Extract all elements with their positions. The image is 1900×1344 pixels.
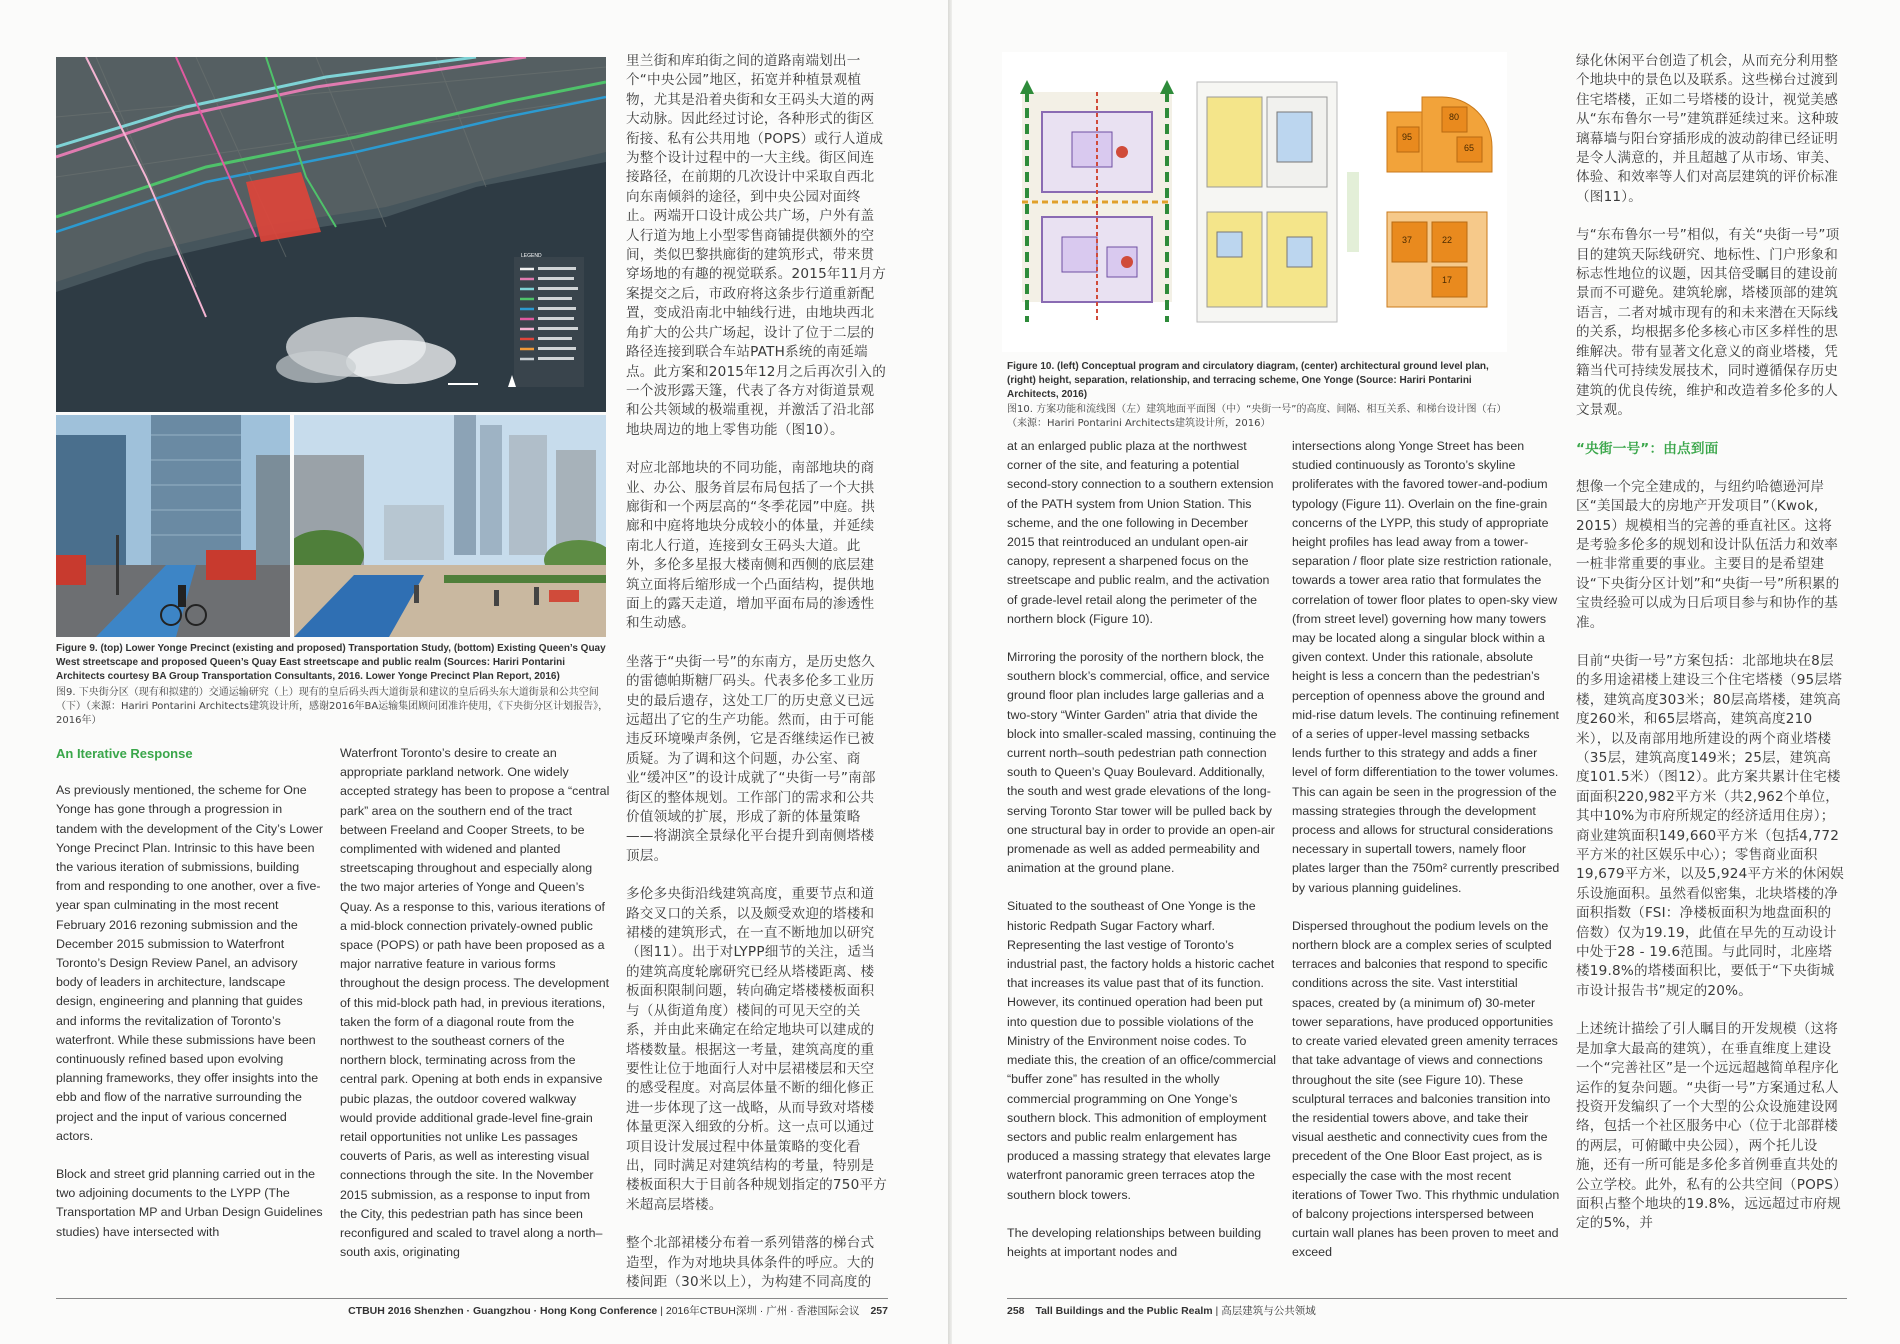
page-footer-left — [348, 1303, 888, 1318]
figure9-aerial-map — [56, 57, 606, 412]
paragraph-zh: 对应北部地块的不同功能，南部地块的商业、办公、服务首层布局包括了一个大拱廊街和一个两层高的“冬季花园”中庭。拱廊和中庭将地块分成较小的体量，并延续南北人行道，连接到女王码头大道。此外，多伦多星报大楼南侧和西侧的底层建筑立面将后缩形成一个凸面结构，提供地面上的露天走道，增加平面布局的渗透性和生动感。 — [626, 460, 875, 632]
tower-label: 37 — [1402, 235, 1413, 245]
paragraph: Block and street grid planning carried out in the two adjoining documents to the LYPP (The Transportation MP and Urban Design Guidelines studies) have intersected with — [56, 1167, 323, 1239]
paragraph: at an enlarged public plaza at the northwest corner of the site, and featuring a potential second-story connection to a southern extension of the PATH system from Union Station. This scheme, and the one following in December 2015 that reintroduced an undulant open-air canopy, represent a sharpened focus on the streetscape and public realm, and the activation of grade-level retail along the perimeter of the northern block (Figure 10). — [1007, 439, 1274, 626]
map-legend-title: LEGEND — [521, 253, 542, 259]
left-page — [0, 0, 948, 1344]
page-footer-right — [1007, 1303, 1316, 1318]
paragraph-zh: 绿化休闲平台创造了机会，从而充分利用整个地块中的景色以及联系。这些梯台过渡到住宅塔楼，正如二号塔楼的设计，视觉美感从“东布鲁尔一号”建筑群延续过来。这种玻璃幕墙与阳台穿插形成的波动韵律已经证明是令人满意的，并且超越了从市场、审美、体验、和效率等人们对高层建筑的评价标准（图11）。 — [1576, 53, 1839, 205]
figure9-caption-zh: 图9. 下央街分区（现有和拟建的）交通运输研究（上）现有的皇后码头西大道街景和建议的皇后码头东大道街景和公共空间（下）（来源：Hariri Pontarini Architects建筑设计所，感谢2016年BA运输集团顾问团准许使用，《下央街分区计划报告》，2016年） — [56, 687, 609, 726]
aerial-map-graphic — [56, 57, 606, 412]
footer-conference-zh: 2016年CTBUH深圳 · 广州 · 香港国际会议 — [665, 1305, 860, 1317]
tower-label: 95 — [1402, 132, 1413, 142]
paragraph: The developing relationships between building heights at important nodes and — [1007, 1225, 1262, 1259]
paragraph-zh: 想像一个完全建成的，与纽约哈德逊河岸区“美国最大的房地产开发项目”（Kwok, 2015）规模相当的完善的垂直社区。这将是考验多伦多的规划和设计队伍活力和效率一桩非常重要的事业。主要目的是希望建设“下央街分区计划”和“央街一号”所积累的宝贵经验可以成为日后项目参与和协作的基准。 — [1576, 478, 1840, 631]
right-page — [952, 0, 1900, 1344]
figure10-diagrams — [1002, 52, 1507, 352]
tower-label: 80 — [1449, 112, 1460, 122]
paragraph-zh: 多伦多央街沿线建筑高度，重要节点和道路交叉口的关系，以及颇受欢迎的塔楼和裙楼的建筑形式，在一直不断地加以研究（图11）。出于对LYPP细节的关注，适当的建筑高度轮廓研究已经从塔楼距离、楼板面积限制问题，转向确定塔楼楼板面积与（从街道角度）楼间的可见天空的关系，并由此来确定在给定地块可以建成的塔楼数量。根据这一考量，建筑高度的重要性让位于地面行人对中层裙楼层和天空的感受程度。对高层体量不断的细化修正进一步体现了这一战略，从而导致对塔楼体量更深入细致的分析。这一点可以通过项目设计发展过程中体量策略的变化看出，同时满足对建筑结构的考量，特别是楼板面积大于目前各种规划指定的750平方米超高层塔楼。 — [626, 886, 888, 1213]
tower-label: 22 — [1442, 235, 1453, 245]
paragraph-zh: 整个北部裙楼分布着一系列错落的梯台式造型，作为对地块具体条件的呼应。大的楼间距（30米以上），为构建不同高度的 — [626, 1235, 875, 1290]
tower-label: 65 — [1464, 143, 1475, 153]
figure9-caption — [56, 642, 610, 728]
section-heading-zh: “央街一号”：由点到面 — [1576, 441, 1719, 458]
footer-separator: | — [660, 1305, 666, 1317]
footer-separator: | — [1215, 1305, 1222, 1317]
proposed-rendering — [294, 415, 606, 637]
paragraph: Situated to the southeast of One Yonge is the historic Redpath Sugar Factory wharf. Representing the last vestige of Toronto’s industrial past, the factory holds a historic cachet that increases its value past that of its function. However, its continued operation had been put into question due to possible violations of the Ministry of the Environment noise codes. To mediate this, the creation of an office/commercial “buffer zone” has resulted in the wholly commercial programming on One Yonge’s southern block. This admonition of employment sectors and public realm enlargement has produced a massing strategy that elevates large waterfront panoramic green terraces atop the southern block towers. — [1007, 899, 1277, 1202]
paragraph-zh: 上述统计描绘了引人瞩目的开发规模（这将是加拿大最高的建筑），在垂直维度上建设一个“完善社区”是一个远远超越简单程序化运作的复杂问题。“央街一号”方案通过私人投资开发编织了一个大型的公众设施建设网络，包括一个社区服务中心（位于北部群楼的两层，可俯瞰中央公园），两个托儿设施，还有一所可能是多伦多首例垂直共处的公立学校。此外，私有的公共空间（POPS）面积占整个地块的19.8%，远远超过市府规定的5%，并 — [1576, 1021, 1841, 1232]
footer-title-zh: 高层建筑与公共领域 — [1221, 1305, 1316, 1317]
footer-title: Tall Buildings and the Public Realm — [1035, 1305, 1213, 1317]
paragraph: As previously mentioned, the scheme for One Yonge has gone through a progression in tandem with the development of the City’s Lower Yonge Precinct Plan. Intrinsic to this have been the various iteration of submissions, building from and responding to one another, over a five-year span culminating in the most recent February 2016 rezoning submission and the December 2015 submission to Waterfront Toronto’s Design Review Panel, an advisory body of leaders in architecture, landscape design, engineering and planning that guides and informs the revitalization of Toronto’s waterfront. While these submissions have been continuously refined based upon evolving planning frameworks, they offer insights into the ebb and flow of the narrative surrounding the project and the input of various concerned actors. — [56, 783, 324, 1143]
section-heading-iterative-response: An Iterative Response — [56, 746, 193, 761]
figure10-caption-zh: 图10. 方案功能和流线图（左）建筑地面平面图（中）“央街一号”的高度、间隔、相互关系、和梯台设计图（右）（来源：Hariri Pontarini Architects建筑设计所，2016） — [1007, 404, 1502, 429]
left-column-1 — [56, 744, 326, 1261]
footer-rule — [56, 1298, 888, 1299]
page-number: 257 — [870, 1305, 888, 1317]
paragraph-zh: 坐落于“央街一号”的东南方，是历史悠久的雷德帕斯糖厂码头。代表多伦多工业历史的最后遗存，这处工厂的历史意义已远远超出了它的生产功能。然而，由于可能违反环境噪声条例，它是否继续运作已被质疑。为了调和这个问题，办公室、商业“缓冲区”的设计成就了“央街一号”南部街区的整体规划。工作部门的需求和公共价值领域的扩展，形成了新的体量策略——将湖滨全景绿化平台提升到南侧塔楼顶层。 — [626, 653, 876, 864]
figure10-caption — [1007, 360, 1502, 431]
right-column-1 — [1007, 437, 1277, 1281]
right-column-2 — [1292, 437, 1562, 1282]
paragraph: Dispersed throughout the podium levels on the northern block are a complex series of sculpted terraces and balconies that respond to specific conditions across the site. Vast interstitial spaces, created by (a minimum of) 30-meter tower separations, have produced opportunities to create varied elevated green amenity terraces that take advantage of views and connections throughout the site (see Figure 10). These sculptural terraces and balconies transition into the residential towers above, and take their visual aesthetic and connectivity cues from the precedent of the One Bloor East project, as is especially the case with the most recent iterations of Tower Two. This rhythmic undulation of balcony projections interspersed between curtain wall planes has been proven to meet and exceed — [1292, 918, 1560, 1260]
figure10-caption-en: Figure 10. (left) Conceptual program and circulatory diagram, (center) architectural ground level plan, (right) height, separation, relationship, and terracing scheme, One Yonge (Source: Hariri Pontarini Architects, 2016) — [1007, 361, 1489, 400]
figure9-proposed-streetscape — [294, 415, 606, 637]
footer-rule — [1007, 1298, 1847, 1299]
paragraph-zh: 里兰街和库珀街之间的道路南端划出一个“中央公园”地区，拓宽并种植景观植物，尤其是沿着央街和女王码头大道的两大动脉。因此经过讨论，各种形式的街区衔接、私有公共用地（POPS）或行人道成为整个设计过程中的一大主线。街区间连接路径，在前期的几次设计中采取自西北向东南倾斜的途径，到中央公园对面终止。两端开口设计成公共广场，户外有盖人行道为地上小型零售商铺提供额外的空间，类似巴黎拱廊街的建筑形式，带来贯穿场地的有趣的视觉联系。2015年11月方案提交之后，市政府将这条步行道重新配置，变成沿南北中轴线行进，由地块西北角扩大的公共广场起，设计了位于二层的路径连接到联合车站PATH系统的南延端点。此方案和2015年12月之后再次引入的一个波形露天篷，代表了各方对街道景观和公共领域的极端重视，并激活了沿北部地块周边的地上零售功能（图10）。 — [626, 53, 886, 438]
paragraph-zh: 与“东布鲁尔一号”相似，有关“央街一号”项目的建筑天际线研究、地标性、门户形象和标志性地位的议题，因其倍受瞩目的建设前景而不可避免。建筑轮廓，塔楼顶部的建筑语言，二者对城市现有的和未来潜在天际线的关系，均根据多伦多核心市区多样性的思维解决。带有显著文化意义的商业塔楼，凭籍当代可持续发展技术，同时遵循保存历史建筑的优良传统，维护和改造着多伦多的人文景观。 — [1576, 227, 1840, 418]
figure10-graphic — [1002, 52, 1507, 352]
paragraph-zh: 目前“央街一号”方案包括：北部地块在8层的多用途裙楼上建设三个住宅塔楼（95层塔楼，建筑高度303米；80层高塔楼，建筑高度260米，和65层塔高，建筑高度210米），以及南部用地所建设的两个商业塔楼（35层，建筑高度149米；25层，建筑高度101.5米）（图12）。此方案共累计住宅楼面面积220,982平方米（共2,962个单位，其中10%为市府所规定的经济适用住房）；商业建筑面积149,660平方米（包括4,772平方米的社区娱乐中心）；零售商业面积19,679平方米，以及5,924平方米的休闲娱乐设施面积。虽然看似密集，北块塔楼的净面积指数（FSI：净楼板面积为地盘面积的倍数）仅为19.19，此值在早先的互动设计中处于28 - 19.6范围。与此同时，北座塔楼19.8%的塔楼面积比，要低于“下央街城市设计报告书”规定的20%。 — [1576, 652, 1844, 999]
paragraph: Mirroring the porosity of the northern block, the southern block’s commercial, office, and service ground floor plan includes large gallerias and a two-story “Winter Garden” atria that divide the block into smaller-scaled massing, continuing the current north–south pedestrian path connection south to Queen’s Quay Boulevard. Additionally, the south and west grade elevations of the long-serving Toronto Star tower will be pulled back by one structural bay in order to provide an open-air promenade as well as added permeability and animation at the ground plane. — [1007, 650, 1277, 876]
page-number: 258 — [1007, 1305, 1025, 1317]
left-column-2 — [340, 744, 610, 1281]
paragraph: Waterfront Toronto’s desire to create an appropriate parkland network. One widely accepted strategy has been to propose a “central park” area on the southern end of the tract between Freeland and Cooper Streets, to be complimented with widened and planted streetscaping throughout and especially along the two major arteries of Yonge and Queen’s Quay. As a response to this, various iterations of a mid-block connection privately-owned public space (POPS) or path have been proposed as a major narrative feature in various forms throughout the design process. The development of this mid-block path had, in previous iterations, taken the form of a diagonal route from the northwest to the southeast corners of the northern block, terminating across from the central park. Opening at both ends in expansive pubic plazas, the outdoor covered walkway would provide additional grade-level fine-grain retail opportunities not unlike Les passages couverts of Paris, as well as interesting visual connections through the site. In the November 2015 submission, as a response to input from the City, this pedestrian path has since been reconfigured and scaled to travel along a north–south axis, originating — [340, 746, 610, 1260]
figure9-caption-en: Figure 9. (top) Lower Yonge Precinct (existing and proposed) Transportation Study, (bottom) Existing Queen’s Quay West streetscape and proposed Queen’s Quay East streetscape and public realm (Sources: Hariri Pontarini Architects courtesy BA Group Transportation Consultants, 2016. Lower Yonge Precinct Plan Report, 2016) — [56, 643, 606, 682]
streetscape-photo — [56, 415, 290, 637]
paragraph: intersections along Yonge Street has been studied continuously as Toronto’s skyline proliferates with the favored tower-and-podium typology (Figure 11). Overlain on the fine-grain concerns of the LYPP, this study of appropriate height profiles has lead away from a tower-separation / floor plate size restriction rationale, towards a tower area ratio that formulates the correlation of tower floor plates to open-sky view (from street level) governing how many towers may be located along a singular block within a given context. Under this rationale, absolute height is less a concern than the pedestrian’s perception of openness above the ground and mid-rise datum levels. The continuing refinement of a series of upper-level massing setbacks lends further to this strategy and adds a finer level of form differentiation to the tower volumes. This can again be seen in the progression of the massing strategies through the development process and allows for structural considerations necessary in supertall towers, namely floor plates larger than the 750m² currently prescribed by various planning guidelines. — [1292, 439, 1560, 895]
left-column-zh — [626, 52, 888, 1311]
figure9-existing-streetscape — [56, 415, 290, 637]
right-column-zh — [1576, 52, 1844, 1253]
tower-label: 17 — [1442, 275, 1453, 285]
footer-conference: CTBUH 2016 Shenzhen · Guangzhou · Hong Kong Conference — [348, 1305, 658, 1317]
